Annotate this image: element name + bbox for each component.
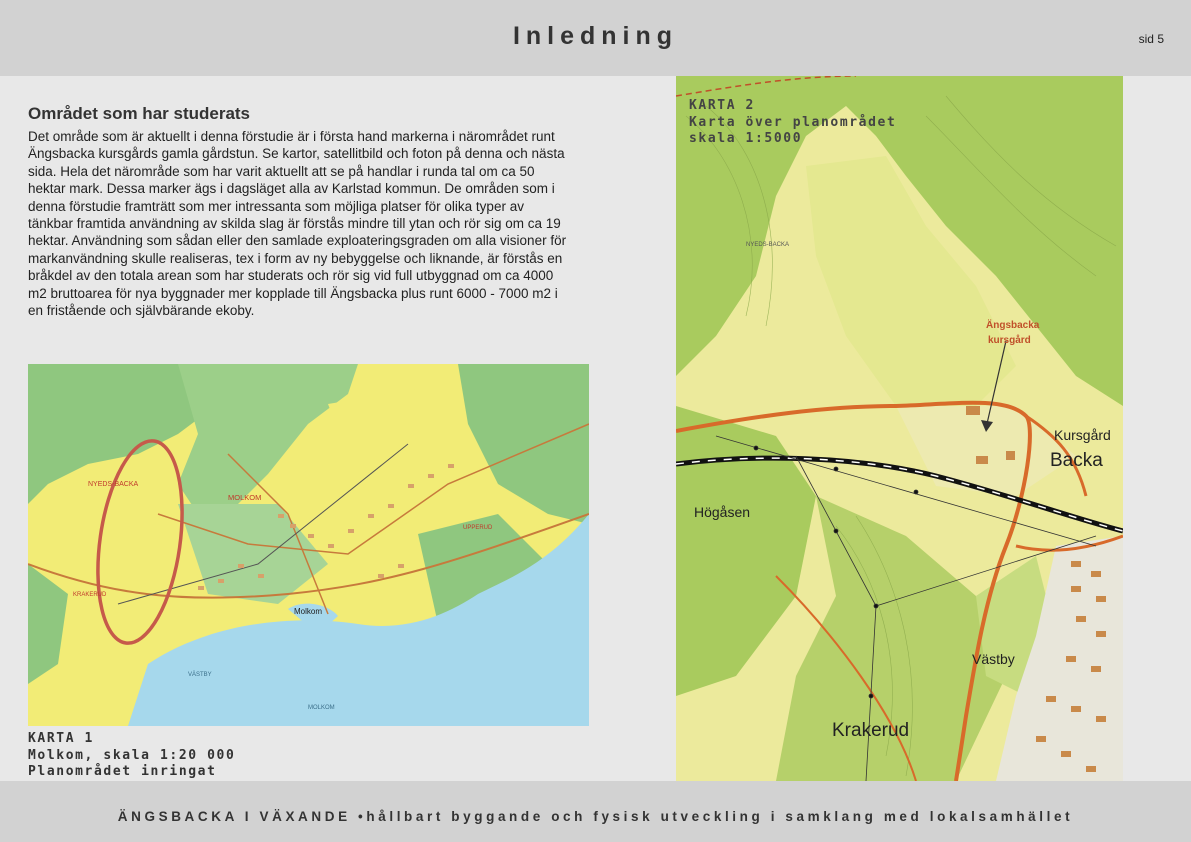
map1-label-molkom-lake: MOLKOM — [308, 705, 335, 711]
page-number: sid 5 — [1138, 32, 1164, 46]
map1-caption-note: Planområdet inringat — [28, 764, 217, 779]
map1-label-molkom-area: MOLKOM — [228, 493, 262, 502]
map1-caption-title: KARTA 1 — [28, 731, 94, 746]
map2-label-backa: Backa — [1050, 450, 1103, 471]
map2-label-kursgard: Kursgård — [1054, 427, 1111, 443]
map1-label-nyeds-backa: NYEDS-BACKA — [88, 481, 139, 488]
map2-label-krakerud: Krakerud — [832, 720, 910, 741]
map2-caption-scale: skala 1:5000 — [689, 131, 803, 146]
map1-caption-scale: Molkom, skala 1:20 000 — [28, 747, 236, 763]
map1-label-upperud: UPPERUD — [463, 525, 493, 531]
map2-label-vastby: Västby — [972, 651, 1015, 667]
map1-caption — [28, 731, 235, 781]
map1-label-molkom-town: Molkom — [294, 607, 323, 616]
page-footer — [0, 781, 1191, 842]
page-title: Inledning — [512, 22, 679, 50]
page-header — [0, 0, 1191, 76]
map1-label-vastby: VÄSTBY — [188, 672, 212, 678]
map2-label-angsbacka: Ängsbacka — [986, 320, 1040, 331]
map2-label-hogasen: Högåsen — [694, 504, 751, 520]
map2-caption-subtitle: Karta över planområdet — [689, 114, 897, 130]
map1-label-krakerud: KRAKERUD — [73, 592, 107, 598]
map2-caption-title: KARTA 2 — [689, 98, 755, 113]
map2-label-kursgard-red: kursgård — [988, 335, 1031, 346]
map-molkom-graphic — [28, 364, 589, 726]
map-molkom — [28, 364, 589, 726]
map2-caption — [689, 98, 896, 148]
map-planomrade — [676, 76, 1123, 781]
map-planomrade-graphic — [676, 76, 1123, 781]
body-paragraph: Det område som är aktuellt i denna förstudie är i första hand markerna i närområdet runt Ängsbacka kursgårds gamla gårdstun. Se kartor, satellitbild och foton på denna och nästa sida. Hela det närområde som har varit aktuellt att se på handlar i runda tal om ca 50 hektar mark. Dessa marker ägs i dagsläget alla av Karlstad kommun. De områden som i denna förstudie framträtt som mer intressanta som möjliga platser för olika typer av tänkbar framtida användning av skilda slag är förstås mindre till ytan och rör sig om ca 19 hektar. Användning som sådan eller den samlade exploateringsgraden om alla visioner för markanvändning skulle realiseras, tex i form av ny bebyggelse och liknande, är förstås en bråkdel av den totala arean som har studerats och rör sig vid full utbyggnad om ca 4000 m2 bruttoarea för nya byggnader mer kopplade till Ängsbacka plus runt 6000 - 7000 m2 i en fristående och självbärande ekoby. — [28, 129, 567, 319]
footer-tagline: ÄNGSBACKA I VÄXANDE •hållbart byggande och fysisk utveckling i samklang med lokalsamhället — [117, 809, 1074, 824]
section-heading: Området som har studerats — [28, 104, 251, 123]
map2-label-nyeds-backa: NYEDS-BACKA — [746, 242, 790, 248]
